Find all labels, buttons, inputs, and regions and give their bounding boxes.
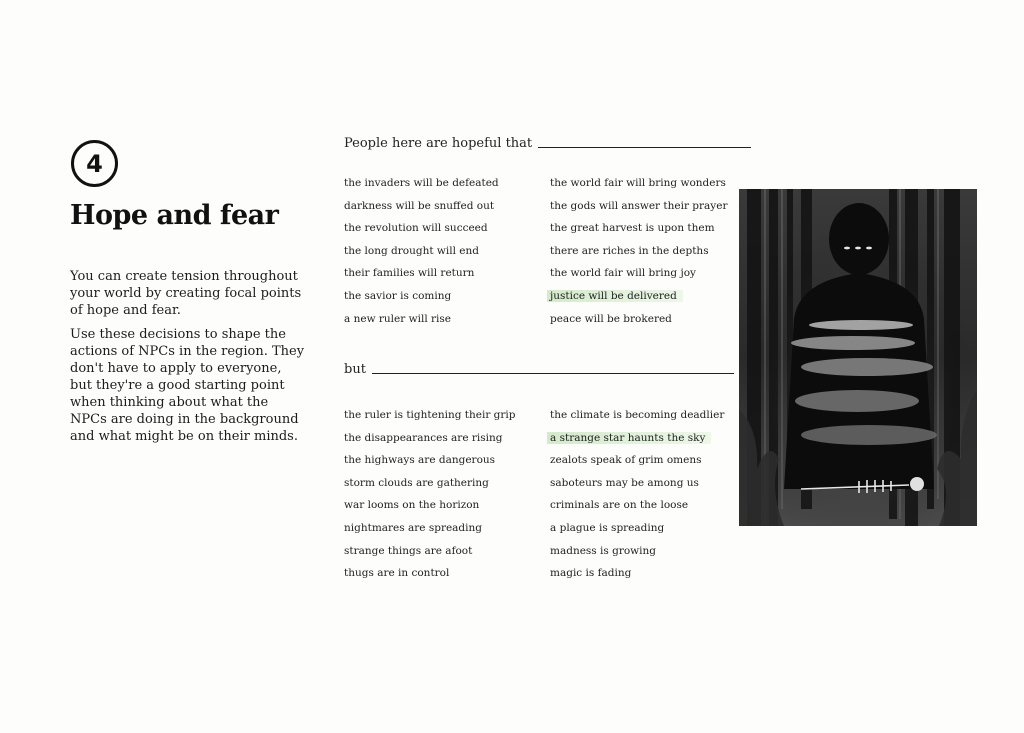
highlighted-text: a strange star haunts the sky (547, 432, 711, 444)
list-item (550, 427, 724, 450)
list-item: the ruler is tightening their grip (344, 409, 516, 421)
list-item: the savior is coming (344, 289, 452, 302)
list-item: there are riches in the depths (550, 244, 709, 257)
list-item: the world fair will bring wonders (550, 177, 726, 189)
step-number-badge (71, 140, 118, 187)
list-item: the revolution will succeed (344, 222, 488, 235)
list-item: nightmares are spreading (344, 521, 482, 534)
list-item: a plague is spreading (550, 521, 665, 534)
list-item: criminals are on the loose (550, 499, 689, 512)
fill-in-line (372, 373, 734, 374)
list-item: darkness will be snuffed out (344, 199, 495, 212)
list-item: the climate is becoming deadlier (550, 409, 725, 421)
list-item: madness is growing (550, 544, 657, 557)
hope-heading-text: People here are hopeful that (344, 136, 533, 151)
fear-list-left (344, 404, 516, 585)
list-item: the disappearances are rising (344, 431, 503, 444)
list-item (550, 285, 727, 308)
illustration-shadow-figure-with-bodies (739, 189, 977, 526)
fill-in-line (538, 147, 751, 148)
list-item: the world fair will bring joy (550, 267, 696, 280)
list-item: the gods will answer their prayer (550, 199, 728, 212)
list-item: the great harvest is upon them (550, 222, 715, 235)
list-item: saboteurs may be among us (550, 476, 699, 489)
hope-list-right (550, 172, 727, 330)
list-item: zealots speak of grim omens (550, 454, 702, 467)
intro-paragraph: You can create tension throughout your world by creating focal points of hope and fear. (70, 269, 302, 318)
fear-list-right (550, 404, 724, 585)
fear-heading (344, 362, 734, 377)
list-item: storm clouds are gathering (344, 476, 489, 489)
list-item: magic is fading (550, 567, 632, 580)
list-item: the invaders will be defeated (344, 177, 499, 189)
list-item: war looms on the horizon (344, 499, 480, 512)
hope-heading (344, 136, 751, 151)
fear-heading-text: but (344, 362, 366, 377)
glowing-eyes (844, 247, 872, 250)
list-item: a new ruler will rise (344, 312, 451, 325)
list-item: thugs are in control (344, 567, 450, 580)
list-item: the long drought will end (344, 244, 479, 257)
intro-paragraph: Use these decisions to shape the actions of NPCs in the region. They don't have to apply to everyone, but they're a good starting point when thinking about what the NPCs are doing in the background and what might be on their minds. (70, 327, 305, 444)
list-item: strange things are afoot (344, 544, 473, 557)
section-title: Hope and fear (70, 200, 279, 231)
step-number: 4 (86, 149, 103, 178)
list-item: peace will be brokered (550, 312, 672, 325)
intro-text (70, 268, 305, 452)
list-item: their families will return (344, 267, 475, 280)
hope-list-left (344, 172, 499, 330)
list-item: the highways are dangerous (344, 454, 496, 467)
highlighted-text: justice will be delivered (547, 290, 683, 302)
